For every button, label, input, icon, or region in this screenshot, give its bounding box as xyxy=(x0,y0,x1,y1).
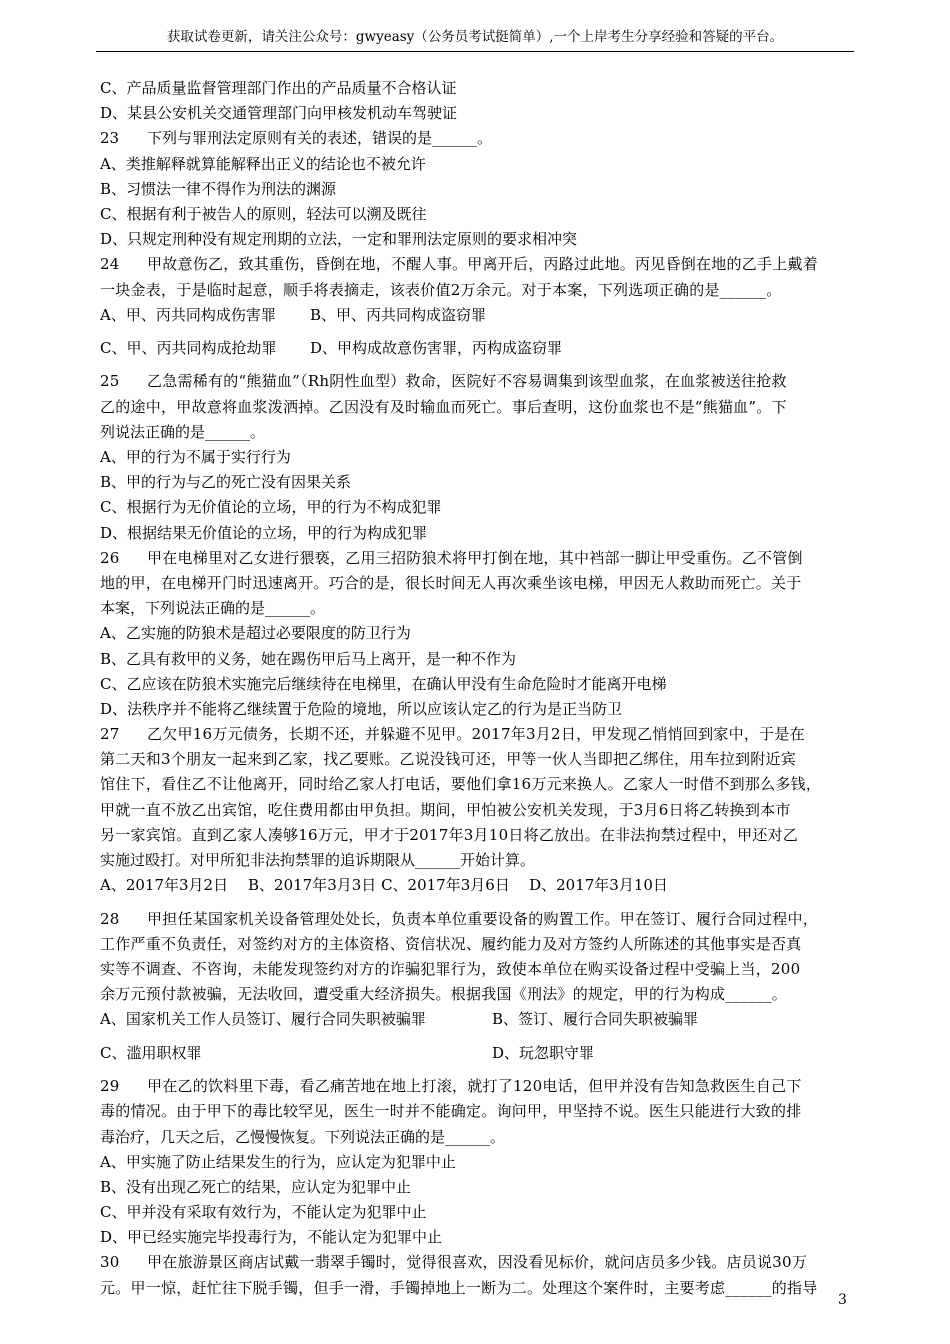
question-text-line: 余万元预付款被骗，无法收回，遭受重大经济损失。根据我国《刑法》的规定，甲的行为构成______。 xyxy=(100,985,788,1004)
option-c: C、根据有利于被告人的原则，轻法可以溯及既往 xyxy=(100,204,427,223)
question-text-line: 馆住下，看住乙不让他离开，同时给乙家人打电话，要他们拿16万元来换人。乙家人一时借不到那么多钱， xyxy=(100,775,822,794)
question-text: 甲在电梯里对乙女进行猥亵，乙用三招防狼术将甲打倒在地，其中裆部一脚让甲受重伤。乙不管倒 xyxy=(147,548,803,567)
option-a: A、甲实施了防止结果发生的行为，应认定为犯罪中止 xyxy=(100,1152,456,1171)
question-number: 27 xyxy=(100,725,120,744)
option-a: A、类推解释就算能解释出正义的结论也不被允许 xyxy=(100,154,426,173)
option-a: A、甲、丙共同构成伤害罪 xyxy=(100,305,276,324)
option-d: D、甲构成故意伤害罪，丙构成盗窃罪 xyxy=(310,339,563,358)
option-c: C、乙应该在防狼术实施完后继续待在电梯里，在确认甲没有生命危险时才能离开电梯 xyxy=(100,674,667,693)
option-b: B、甲、丙共同构成盗窃罪 xyxy=(310,305,487,324)
option-d: D、玩忽职守罪 xyxy=(492,1043,595,1062)
question-text-line: 列说法正确的是______。 xyxy=(100,422,266,441)
document-body xyxy=(100,76,855,1301)
option-b: B、没有出现乙死亡的结果，应认定为犯罪中止 xyxy=(100,1177,412,1196)
question-number: 24 xyxy=(100,255,120,274)
question-text-line: 毒治疗，几天之后，乙慢慢恢复。下列说法正确的是______。 xyxy=(100,1127,506,1146)
question-text: 乙欠甲16万元债务，长期不还，并躲避不见甲。2017年3月2日，甲发现乙悄悄回到家中，于是在 xyxy=(147,725,805,744)
option-d: D、甲已经实施完毕投毒行为，不能认定为犯罪中止 xyxy=(100,1228,443,1247)
question-text-line: 另一家宾馆。直到乙家人凑够16万元，甲才于2017年3月10日将乙放出。在非法拘禁过程中，甲还对乙 xyxy=(100,825,799,844)
options-row xyxy=(381,873,668,898)
question-text: 下列与罪刑法定原则有关的表述，错误的是______。 xyxy=(147,129,493,148)
question-text-line: 实施过殴打。对甲所犯非法拘禁罪的追诉期限从______开始计算。 xyxy=(100,851,536,870)
option-c: C、根据行为无价值论的立场，甲的行为不构成犯罪 xyxy=(100,498,442,517)
header-divider xyxy=(96,51,854,52)
question-text-line: 第二天和3个朋友一起来到乙家，找乙要账。乙说没钱可还，甲等一伙人当即把乙绑住，用车拉到附近宾 xyxy=(100,750,797,769)
page-header: 获取试卷更新，请关注公众号：gwyeasy（公务员考试挺简单）,一个上岸考生分享经验和答疑的平台。 xyxy=(166,29,784,45)
question-text-line: 工作严重不负责任，对签约对方的主体资格、资信状况、履约能力及对方签约人所陈述的其他事实是否真 xyxy=(100,934,802,953)
question-number: 25 xyxy=(100,372,120,391)
option-b: B、甲的行为与乙的死亡没有因果关系 xyxy=(100,473,352,492)
options-row xyxy=(100,873,376,898)
option-d: D、根据结果无价值论的立场，甲的行为构成犯罪 xyxy=(100,523,428,542)
question-text-line: 元。甲一惊，赶忙往下脱手镯，但手一滑，手镯掉地上一断为二。处理这个案件时，主要考虑______的指导 xyxy=(100,1278,818,1297)
option-b: B、2017年3月3日 xyxy=(248,876,377,895)
options-row xyxy=(100,1007,698,1032)
options-row xyxy=(100,336,562,361)
options-row xyxy=(100,1041,594,1066)
question-26-stem xyxy=(100,546,855,571)
question-number: 29 xyxy=(100,1077,120,1096)
question-text: 甲在乙的饮料里下毒，看乙痛苦地在地上打滚，就打了120电话，但甲并没有告知急救医生自己下 xyxy=(147,1077,802,1096)
question-24-stem xyxy=(100,252,855,277)
question-text: 甲担任某国家机关设备管理处处长，负责本单位重要设备的购置工作。甲在签订、履行合同过程中， xyxy=(147,909,819,928)
page-number: 3 xyxy=(838,1292,847,1308)
question-number: 28 xyxy=(100,909,120,928)
option-c: C、甲并没有采取有效行为，不能认定为犯罪中止 xyxy=(100,1203,427,1222)
option-b: B、习惯法一律不得作为刑法的渊源 xyxy=(100,179,337,198)
question-text-line: 本案，下列说法正确的是______。 xyxy=(100,599,326,618)
option-b: B、签订、履行合同失职被骗罪 xyxy=(492,1010,699,1029)
option-a: A、国家机关工作人员签订、履行合同失职被骗罪 xyxy=(100,1010,426,1029)
question-number: 30 xyxy=(100,1253,120,1272)
question-text-line: 甲就一直不放乙出宾馆，吃住费用都由甲负担。期间，甲怕被公安机关发现，于3月6日将乙转换到本市 xyxy=(100,800,791,819)
question-text-line: 地的甲，在电梯开门时迅速离开。巧合的是，很长时间无人再次乘坐该电梯，甲因无人救助而死亡。关于 xyxy=(100,573,802,592)
question-text-line: 一块金表，于是临时起意，顺手将表摘走，该表价值2万余元。对于本案，下列选项正确的是______。 xyxy=(100,280,782,299)
question-text-line: 毒的情况。由于甲下的毒比较罕见，医生一时并不能确定。询问甲，甲坚持不说。医生只能进行大致的排 xyxy=(100,1102,802,1121)
option-c: C、2017年3月6日 xyxy=(381,876,510,895)
question-30-stem xyxy=(100,1250,855,1275)
question-25-stem xyxy=(100,369,855,394)
option-c: C、甲、丙共同构成抢劫罪 xyxy=(100,339,277,358)
options-row xyxy=(100,303,486,328)
option-d: D、只规定刑种没有规定刑期的立法，一定和罪刑法定原则的要求相冲突 xyxy=(100,230,578,249)
question-text-line: 实等不调查、不咨询，未能发现签约对方的诈骗犯罪行为，致使本单位在购买设备过程中受骗上当，200 xyxy=(100,959,801,978)
question-text-line: 乙的途中，甲故意将血浆泼洒掉。乙因没有及时输血而死亡。事后查明，这份血浆也不是“熊猫血”。下 xyxy=(100,397,787,416)
question-28-stem xyxy=(100,907,855,932)
option-c: C、产品质量监督管理部门作出的产品质量不合格认证 xyxy=(100,79,457,97)
question-text: 甲故意伤乙，致其重伤，昏倒在地，不醒人事。甲离开后，丙路过此地。丙见昏倒在地的乙手上戴着 xyxy=(147,255,819,274)
question-number: 26 xyxy=(100,548,120,567)
question-27-stem xyxy=(100,722,855,747)
option-b: B、乙具有救甲的义务，她在踢伤甲后马上离开，是一种不作为 xyxy=(100,649,517,668)
option-a: A、甲的行为不属于实行行为 xyxy=(100,448,291,467)
option-a: A、2017年3月2日 xyxy=(100,876,229,895)
question-23-stem xyxy=(100,126,855,151)
question-text: 甲在旅游景区商店试戴一翡翠手镯时，觉得很喜欢，因没看见标价，就问店员多少钱。店员说30万 xyxy=(147,1253,808,1272)
option-a: A、乙实施的防狼术是超过必要限度的防卫行为 xyxy=(100,624,411,643)
option-d: D、2017年3月10日 xyxy=(529,876,668,895)
question-29-stem xyxy=(100,1074,855,1099)
option-c: C、滥用职权罪 xyxy=(100,1043,202,1062)
option-d: D、法秩序并不能将乙继续置于危险的境地，所以应该认定乙的行为是正当防卫 xyxy=(100,699,623,718)
question-number: 23 xyxy=(100,129,120,148)
question-text: 乙急需稀有的“熊猫血”（Rh阴性血型）救命，医院好不容易调集到该型血浆，在血浆被送往抢救 xyxy=(147,372,787,391)
option-d: D、某县公安机关交通管理部门向甲核发机动车驾驶证 xyxy=(100,104,458,123)
